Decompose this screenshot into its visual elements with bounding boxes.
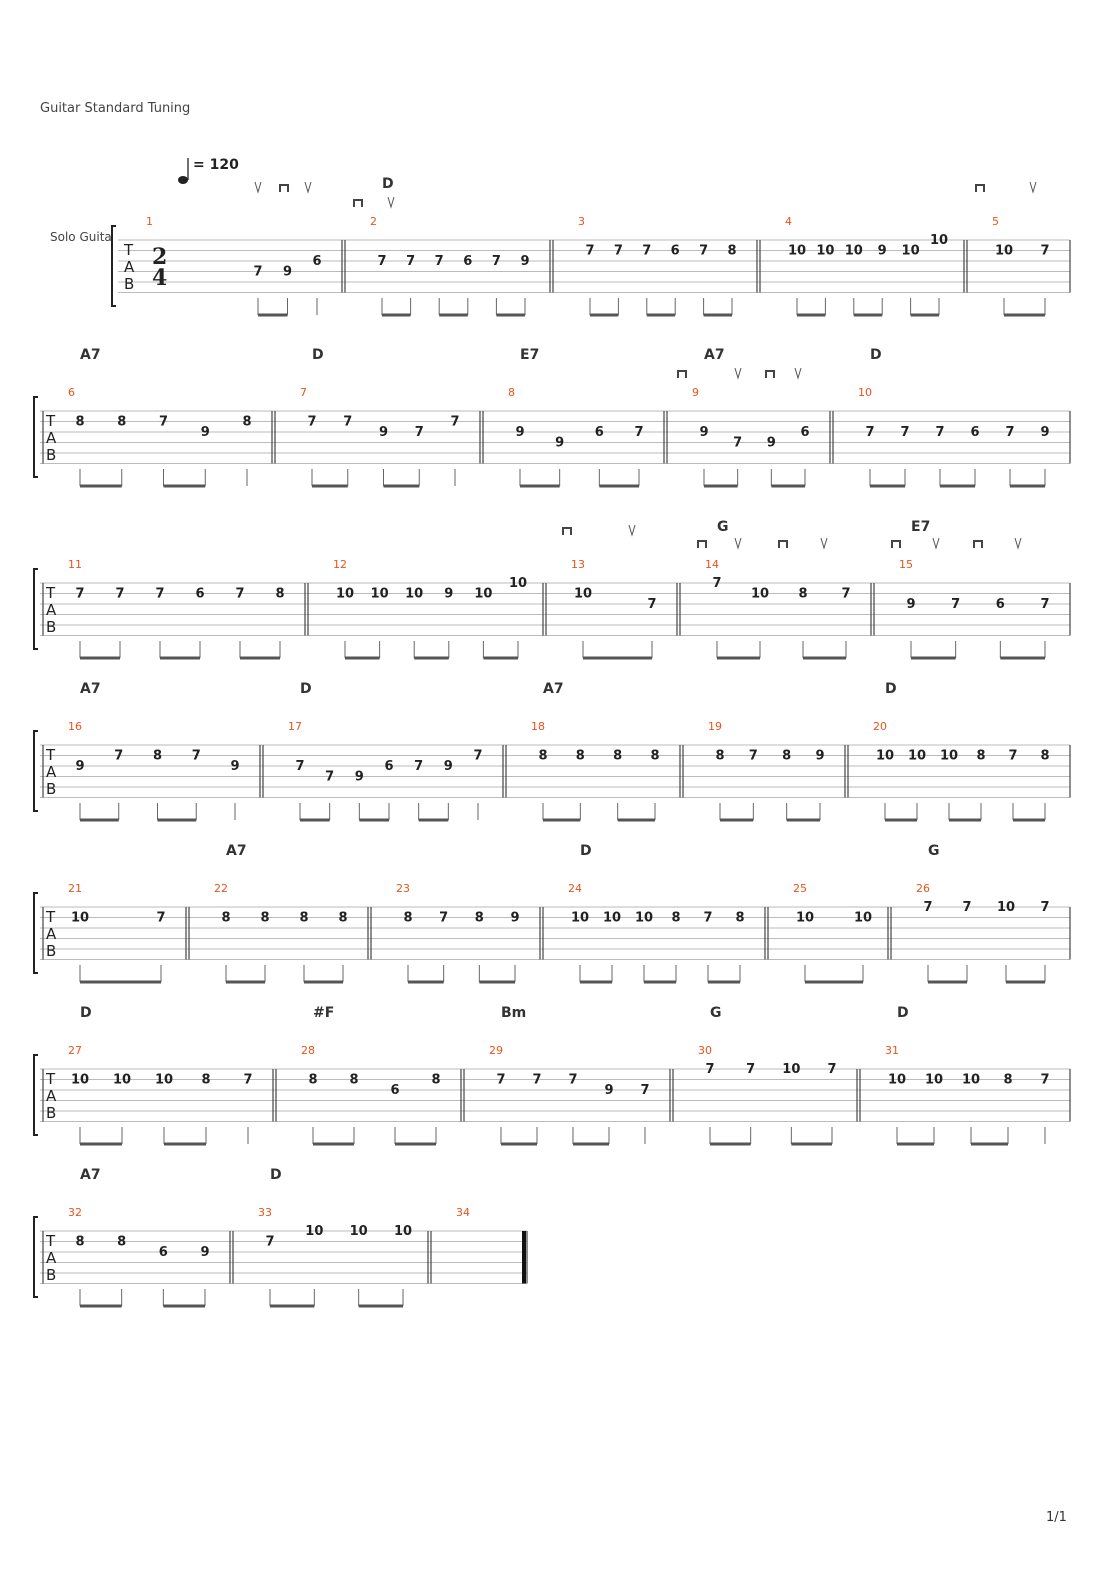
tab-clef-letter: A: [46, 601, 57, 619]
fret-number: 7: [1040, 900, 1050, 915]
tab-clef-letter: A: [46, 429, 57, 447]
fret-number: 9: [354, 769, 364, 785]
fret-number: 7: [114, 748, 124, 764]
chord-name: D: [580, 843, 592, 859]
chord-name: A7: [543, 681, 564, 697]
fret-number: 9: [230, 759, 240, 774]
fret-number: 7: [414, 759, 424, 774]
fret-number: 7: [377, 254, 387, 269]
downstroke-icon: [280, 185, 288, 192]
fret-number: 8: [538, 748, 548, 764]
fret-number: 7: [705, 1062, 715, 1077]
tab-clef-letter: B: [46, 1104, 57, 1122]
chord-name: D: [382, 176, 394, 192]
upstroke-icon: [795, 368, 801, 378]
fret-number: 7: [634, 425, 644, 440]
chord-name: D: [300, 681, 312, 697]
fret-number: 8: [117, 414, 127, 430]
fret-number: 7: [951, 597, 961, 612]
fret-number: 7: [703, 910, 713, 926]
tab-clef-letter: T: [46, 908, 56, 926]
fret-number: 7: [748, 748, 758, 764]
fret-number: 9: [200, 1245, 210, 1260]
measure-number: 5: [992, 215, 999, 228]
measure-number: 26: [916, 882, 930, 895]
fret-number: 8: [403, 910, 413, 926]
measure-number: 2: [370, 215, 377, 228]
fret-number: 10: [70, 1072, 90, 1088]
tab-clef-letter: T: [46, 1232, 56, 1250]
fret-number: 10: [853, 910, 873, 926]
chord-name: E7: [911, 519, 931, 535]
fret-number: 10: [961, 1072, 981, 1088]
fret-number: 6: [195, 586, 205, 602]
tab-clef-letter: A: [46, 763, 57, 781]
chord-name: G: [717, 519, 729, 535]
fret-number: 7: [496, 1072, 506, 1088]
system-bracket: [34, 731, 38, 811]
fret-number: 10: [349, 1224, 368, 1239]
measure-number: 12: [333, 558, 347, 571]
measure-number: 31: [885, 1044, 899, 1057]
chord-name: E7: [520, 347, 540, 363]
fret-number: 7: [295, 759, 305, 774]
fret-number: 7: [699, 243, 709, 259]
fret-number: 7: [265, 1234, 275, 1250]
fret-number: 9: [699, 425, 709, 440]
time-signature-bottom: 4: [152, 265, 168, 291]
fret-number: 7: [414, 425, 424, 440]
fret-number: 7: [1040, 597, 1050, 612]
tab-clef-letter: T: [46, 584, 56, 602]
fret-number: 8: [308, 1072, 318, 1088]
fret-number: 9: [1040, 425, 1050, 440]
fret-number: 10: [844, 243, 863, 259]
measure-number: 30: [698, 1044, 712, 1057]
fret-number: 10: [370, 586, 389, 602]
downstroke-icon: [976, 185, 984, 192]
downstroke-icon: [563, 528, 571, 535]
measure-number: 28: [301, 1044, 315, 1057]
fret-number: 9: [444, 586, 454, 602]
fret-number: 9: [443, 759, 453, 774]
measure-number: 22: [214, 882, 228, 895]
measure-number: 17: [288, 720, 302, 733]
fret-number: 7: [935, 425, 945, 440]
fret-number: 9: [604, 1083, 614, 1098]
fret-number: 7: [841, 586, 851, 602]
upstroke-icon: [388, 197, 394, 207]
fret-number: 10: [573, 586, 593, 602]
fret-number: 10: [996, 900, 1016, 915]
measure-number: 1: [146, 215, 153, 228]
tempo-note-icon: [178, 176, 188, 184]
fret-number: 10: [474, 586, 493, 602]
fret-number: 8: [474, 910, 484, 926]
fret-number: 10: [602, 910, 622, 926]
fret-number: 10: [787, 243, 807, 259]
fret-number: 10: [901, 243, 920, 259]
measure-number: 27: [68, 1044, 82, 1057]
fret-number: 8: [299, 910, 309, 926]
fret-number: 7: [923, 900, 933, 915]
fret-number: 7: [568, 1072, 578, 1088]
fret-number: 9: [200, 425, 210, 440]
tab-clef-letter: A: [46, 1249, 57, 1267]
page-number: 1/1: [1046, 1510, 1067, 1525]
tab-clef-letter: B: [46, 1266, 57, 1284]
measure-number: 11: [68, 558, 82, 571]
fret-number: 7: [647, 597, 657, 612]
tab-clef-letter: B: [46, 446, 57, 464]
fret-number: 8: [1003, 1072, 1013, 1088]
system-bracket: [34, 397, 38, 477]
fret-number: 7: [434, 254, 444, 269]
fret-number: 8: [152, 748, 163, 764]
measure-number: 23: [396, 882, 410, 895]
downstroke-icon: [698, 541, 706, 548]
tempo-label: = 120: [193, 157, 239, 173]
fret-number: 10: [750, 586, 770, 602]
fret-number: 10: [393, 1224, 413, 1239]
fret-number: 8: [349, 1072, 359, 1088]
fret-number: 7: [613, 243, 623, 259]
fret-number: 9: [815, 748, 825, 764]
fret-number: 10: [154, 1072, 174, 1088]
system-bracket: [34, 1055, 38, 1135]
fret-number: 9: [906, 597, 916, 612]
fret-number: 10: [939, 748, 959, 764]
fret-number: 8: [798, 586, 808, 602]
fret-number: 7: [325, 769, 335, 785]
chord-name: A7: [80, 347, 101, 363]
upstroke-icon: [629, 525, 635, 535]
fret-number: 7: [1040, 1072, 1050, 1088]
fret-number: 8: [275, 586, 285, 602]
tab-clef-letter: B: [124, 275, 135, 293]
fret-number: 8: [431, 1072, 441, 1088]
chord-name: A7: [80, 681, 101, 697]
fret-number: 10: [634, 910, 654, 926]
system-bracket: [112, 226, 116, 306]
fret-number: 8: [75, 414, 85, 430]
fret-number: 10: [405, 586, 424, 602]
downstroke-icon: [678, 371, 686, 378]
fret-number: 7: [243, 1072, 253, 1088]
fret-number: 7: [450, 414, 460, 430]
tab-clef-letter: T: [124, 241, 134, 259]
measure-number: 13: [571, 558, 585, 571]
measure-number: 15: [899, 558, 913, 571]
fret-number: 9: [555, 435, 565, 451]
fret-number: 8: [671, 910, 681, 926]
fret-number: 7: [532, 1072, 542, 1088]
fret-number: 6: [800, 425, 810, 440]
fret-number: 7: [1005, 425, 1015, 440]
tab-clef-letter: T: [46, 746, 56, 764]
tab-clef-letter: B: [46, 942, 57, 960]
fret-number: 8: [260, 910, 270, 926]
upstroke-icon: [933, 538, 939, 548]
fret-number: 7: [962, 900, 972, 915]
fret-number: 10: [570, 910, 590, 926]
fret-number: 10: [907, 748, 927, 764]
fret-number: 7: [1040, 243, 1050, 259]
instrument-label: Solo Guita: [50, 230, 112, 244]
system-bracket: [34, 569, 38, 649]
fret-number: 9: [520, 254, 530, 269]
fret-number: 9: [510, 910, 520, 926]
fret-number: 7: [746, 1062, 756, 1077]
chord-name: D: [312, 347, 324, 363]
fret-number: 8: [117, 1234, 127, 1250]
upstroke-icon: [735, 368, 741, 378]
fret-number: 8: [650, 748, 660, 764]
fret-number: 10: [994, 243, 1014, 259]
fret-number: 10: [795, 910, 815, 926]
fret-number: 6: [594, 425, 604, 440]
fret-number: 8: [575, 748, 585, 764]
fret-number: 6: [970, 425, 980, 440]
measure-number: 8: [508, 386, 515, 399]
fret-number: 6: [390, 1083, 400, 1098]
chord-name: D: [897, 1005, 909, 1021]
chord-name: Bm: [501, 1005, 527, 1021]
fret-number: 8: [201, 1072, 211, 1088]
fret-number: 7: [827, 1062, 837, 1077]
fret-number: 7: [191, 748, 201, 764]
chord-name: A7: [226, 843, 247, 859]
tab-clef-letter: T: [46, 1070, 56, 1088]
fret-number: 9: [515, 425, 525, 440]
tab-clef-letter: T: [46, 412, 56, 430]
tuning-label: Guitar Standard Tuning: [40, 101, 191, 116]
tab-clef-letter: A: [124, 258, 135, 276]
fret-number: 7: [75, 586, 85, 602]
upstroke-icon: [821, 538, 827, 548]
fret-number: 7: [1008, 748, 1018, 764]
fret-number: 8: [976, 748, 986, 764]
tab-clef-letter: A: [46, 1087, 57, 1105]
measure-number: 18: [531, 720, 545, 733]
fret-number: 7: [158, 414, 169, 430]
fret-number: 6: [312, 254, 322, 269]
fret-number: 10: [816, 243, 835, 259]
fret-number: 10: [508, 576, 528, 591]
fret-number: 10: [887, 1072, 907, 1088]
fret-number: 7: [115, 586, 125, 602]
measure-number: 20: [873, 720, 887, 733]
measure-number: 33: [258, 1206, 272, 1219]
chord-name: G: [928, 843, 940, 859]
fret-number: 9: [75, 759, 85, 774]
downstroke-icon: [974, 541, 982, 548]
fret-number: 10: [112, 1072, 132, 1088]
measure-number: 34: [456, 1206, 470, 1219]
fret-number: 8: [1040, 748, 1050, 764]
fret-number: 10: [875, 748, 895, 764]
measure-number: 7: [300, 386, 307, 399]
fret-number: 8: [221, 910, 231, 926]
fret-number: 7: [235, 586, 245, 602]
measure-number: 32: [68, 1206, 82, 1219]
measure-number: 3: [578, 215, 585, 228]
upstroke-icon: [255, 182, 261, 192]
fret-number: 7: [642, 243, 652, 259]
fret-number: 7: [406, 254, 416, 269]
measure-number: 24: [568, 882, 582, 895]
fret-number: 7: [343, 414, 353, 430]
measure-number: 21: [68, 882, 82, 895]
upstroke-icon: [1015, 538, 1021, 548]
fret-number: 7: [155, 586, 165, 602]
fret-number: 6: [995, 597, 1005, 612]
fret-number: 7: [307, 414, 317, 430]
fret-number: 8: [75, 1234, 85, 1250]
system-bracket: [34, 1217, 38, 1297]
fret-number: 9: [877, 243, 887, 259]
measure-number: 14: [705, 558, 719, 571]
fret-number: 10: [70, 910, 90, 926]
measure-number: 9: [692, 386, 699, 399]
system-bracket: [34, 893, 38, 973]
fret-number: 9: [766, 435, 776, 451]
measure-number: 16: [68, 720, 82, 733]
fret-number: 7: [733, 435, 743, 451]
measure-number: 10: [858, 386, 872, 399]
upstroke-icon: [735, 538, 741, 548]
chord-name: D: [870, 347, 882, 363]
fret-number: 6: [158, 1245, 168, 1260]
fret-number: 9: [282, 264, 293, 280]
chord-name: D: [885, 681, 897, 697]
tab-clef-letter: A: [46, 925, 57, 943]
chord-name: A7: [80, 1167, 101, 1183]
fret-number: 10: [929, 233, 949, 248]
downstroke-icon: [354, 200, 362, 207]
fret-number: 10: [305, 1224, 324, 1239]
fret-number: 7: [585, 243, 595, 259]
time-signature-top: 2: [152, 244, 168, 270]
fret-number: 8: [242, 414, 252, 430]
fret-number: 7: [712, 576, 722, 591]
downstroke-icon: [779, 541, 787, 548]
chord-name: A7: [704, 347, 725, 363]
measure-number: 6: [68, 386, 75, 399]
fret-number: 6: [384, 759, 394, 774]
fret-number: 7: [253, 264, 263, 280]
fret-number: 7: [439, 910, 449, 926]
fret-number: 8: [613, 748, 623, 764]
fret-number: 6: [463, 254, 473, 269]
chord-name: G: [710, 1005, 722, 1021]
fret-number: 10: [335, 586, 355, 602]
fret-number: 10: [782, 1062, 801, 1077]
fret-number: 7: [473, 748, 483, 764]
fret-number: 9: [378, 425, 389, 440]
fret-number: 6: [670, 243, 680, 259]
fret-number: 7: [640, 1083, 650, 1098]
fret-number: 8: [338, 910, 348, 926]
measure-number: 4: [785, 215, 792, 228]
chord-name: #F: [313, 1005, 335, 1021]
fret-number: 7: [900, 425, 910, 440]
fret-number: 8: [735, 910, 745, 926]
upstroke-icon: [305, 182, 311, 192]
fret-number: 7: [156, 910, 166, 926]
fret-number: 10: [924, 1072, 944, 1088]
measure-number: 19: [708, 720, 722, 733]
chord-name: D: [80, 1005, 92, 1021]
fret-number: 7: [865, 425, 875, 440]
measure-number: 25: [793, 882, 807, 895]
downstroke-icon: [766, 371, 774, 378]
measure-number: 29: [489, 1044, 503, 1057]
downstroke-icon: [892, 541, 900, 548]
upstroke-icon: [1030, 182, 1036, 192]
fret-number: 8: [782, 748, 792, 764]
tab-clef-letter: B: [46, 780, 57, 798]
chord-name: D: [270, 1167, 282, 1183]
fret-number: 8: [727, 243, 737, 259]
fret-number: 8: [715, 748, 725, 764]
fret-number: 7: [491, 254, 501, 269]
tab-clef-letter: B: [46, 618, 57, 636]
